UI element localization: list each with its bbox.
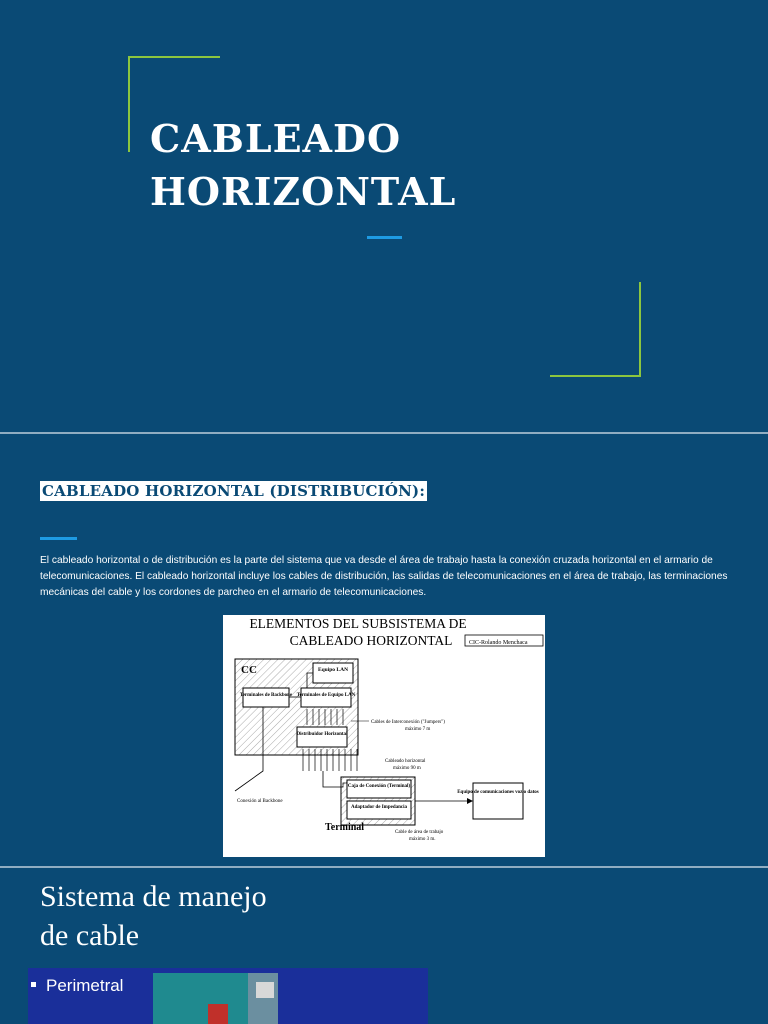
terminales-backbone-label: Terminales de Backbone: [239, 693, 293, 698]
terminales-equipo-lan-label: Terminales de Equipo LAN: [296, 693, 356, 698]
photo-wall-right: [248, 973, 278, 1024]
conexion-backbone-label: Conexión al Backbone: [237, 799, 283, 804]
slide-title-line2: HORIZONTAL: [150, 169, 457, 214]
credit-text: CIC-Rolando Menchaca: [469, 640, 528, 646]
diagram-title-line2: CABLEADO HORIZONTAL: [289, 633, 453, 648]
perimetral-image: [28, 968, 428, 1024]
equipo-comunicaciones-label: Equipo de comunicaciones voz o datos: [457, 790, 539, 795]
cable-datos-label: Cable de área de trabajo: [395, 830, 444, 835]
equipo-lan-label: Equipo LAN: [317, 667, 349, 673]
terminal-label: Terminal: [325, 822, 365, 833]
slide3-title-line2: de cable: [40, 919, 140, 952]
distribuidor-box: [297, 727, 347, 747]
photo-wall-left: [153, 973, 248, 1024]
bullet-icon: [31, 982, 36, 987]
slide-title-line1: CABLEADO: [150, 116, 402, 161]
jumpers-max: máximo 7 m: [405, 727, 431, 732]
cable-datos-max: máximo 3 m.: [409, 837, 436, 842]
slide-title: [150, 112, 456, 218]
slide3-title-line1: Sistema de manejo: [40, 880, 267, 913]
caja-conexion-box: [347, 780, 411, 798]
title-slide: [0, 0, 768, 432]
cableado-horizontal-max: máximo 90 m: [393, 766, 421, 771]
jumpers-label: Cables de Interconexión ("Jumpers"): [371, 720, 445, 725]
cc-label: CC: [241, 664, 257, 676]
horizontal-cabling-diagram: [223, 615, 545, 857]
description-paragraph: El cableado horizontal o de distribución es la parte del sistema que va desde el área de trabajo hasta la conexión cruzada horizontal en el armario de telecomunicaciones. El cableado horizontal incluye los cables de distribución, las salidas de telecomunicaciones en el área de trabajo, las terminaciones mecánicas del cable y los cordones de parcheo en el armario de telecomunicaciones.: [40, 555, 728, 598]
equipo-comunicaciones-box: [473, 783, 523, 819]
accent-dash: [40, 537, 77, 540]
corner-bracket-bottom-right: [550, 282, 641, 377]
adaptador-box: [347, 801, 411, 819]
diagram-svg: [223, 615, 545, 857]
caja-conexion-label: Caja de Conexión (Terminal): [347, 784, 411, 789]
cable-management-slide: [0, 868, 768, 1024]
diagram-title-line1: ELEMENTOS DEL SUBSISTEMA DE: [249, 616, 467, 631]
distribuidor-label: Distribuidor Horizontal: [296, 732, 348, 737]
content-slide: [0, 434, 768, 866]
cableado-horizontal-label: Cableado horizontal: [385, 759, 426, 764]
accent-dash: [367, 236, 402, 239]
photo-object: [208, 1004, 228, 1024]
adaptador-label: Adaptador de Impedancia: [350, 805, 408, 810]
slide3-title: [40, 877, 267, 955]
perimetral-label: Perimetral: [46, 976, 124, 995]
section-heading: CABLEADO HORIZONTAL (DISTRIBUCIÓN):: [42, 482, 426, 500]
equipo-lan-box: [313, 663, 353, 683]
photo-device: [256, 982, 274, 998]
